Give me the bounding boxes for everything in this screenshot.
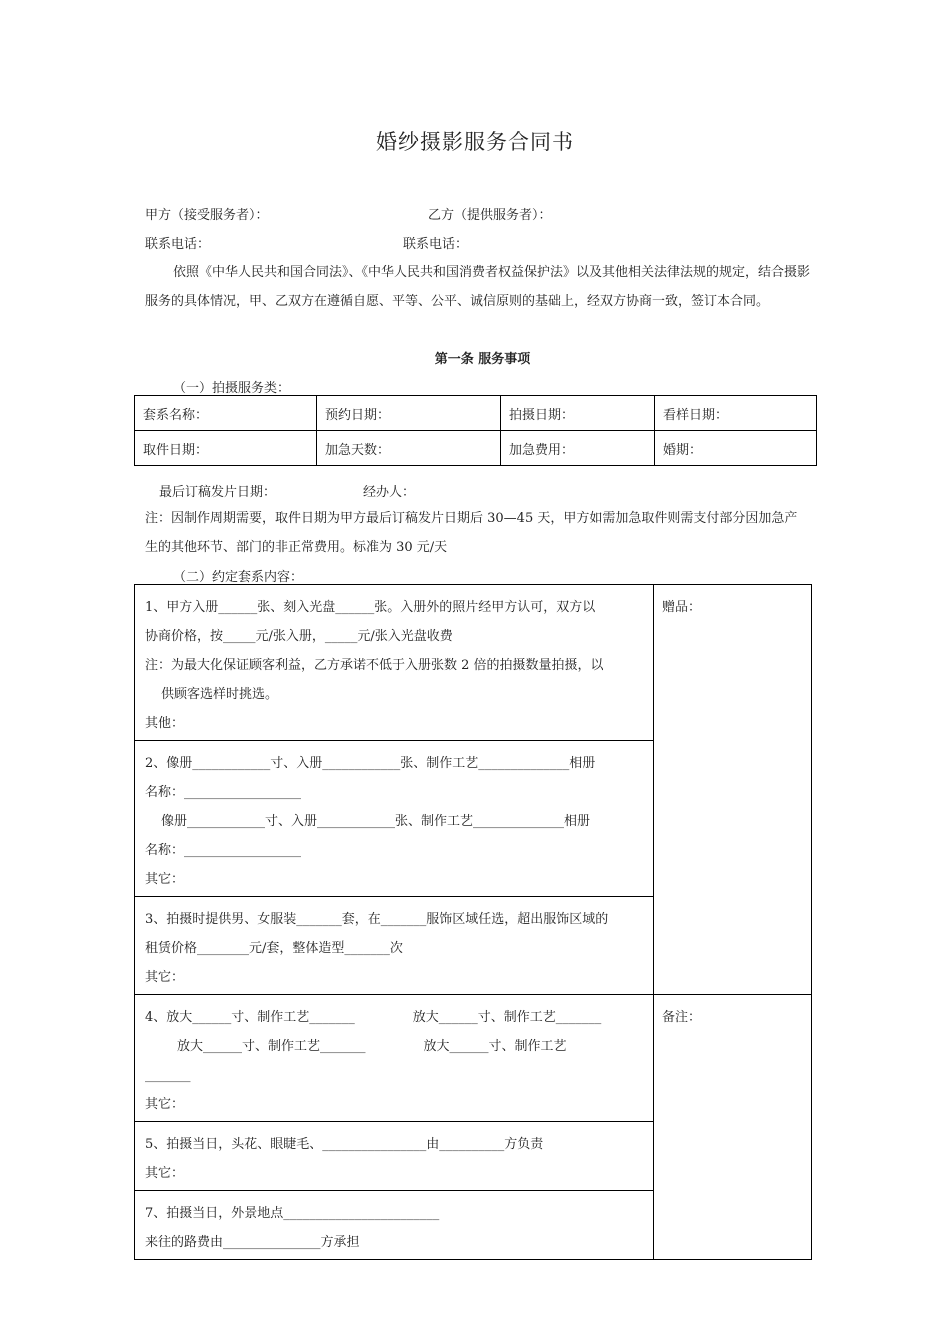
document-title: 婚纱摄影服务合同书 xyxy=(376,130,574,154)
preview-date-cell: 看样日期： xyxy=(655,396,817,431)
gift-label: 赠品： xyxy=(662,600,702,615)
item-2-line: 名称：__________________ xyxy=(145,843,302,858)
rush-fee-cell: 加急费用： xyxy=(501,431,655,466)
item-7-cell xyxy=(135,1191,654,1260)
party-a-phone: 联系电话： xyxy=(145,237,211,252)
section-1-label: （一）拍摄服务类： xyxy=(173,381,291,396)
pickup-date-cell: 取件日期： xyxy=(135,431,317,466)
gift-cell xyxy=(654,585,812,995)
final-date-label: 最后订稿发片日期： xyxy=(159,485,277,500)
item-4-line: _______ xyxy=(145,1068,191,1083)
section-2-label: （二）约定套系内容： xyxy=(173,570,304,585)
article-1-heading: 第一条 服务事项 xyxy=(434,352,531,367)
wedding-date-cell: 婚期： xyxy=(655,431,817,466)
package-name-cell: 套系名称： xyxy=(135,396,317,431)
package-content-table xyxy=(134,584,812,1260)
shooting-date-cell: 拍摄日期： xyxy=(501,396,655,431)
item-1-other: 其他： xyxy=(145,716,185,731)
item-2-other: 其它： xyxy=(145,872,185,887)
item-3-other: 其它： xyxy=(145,970,185,985)
remark-cell xyxy=(654,995,812,1260)
party-b-label: 乙方（提供服务者）： xyxy=(428,208,552,223)
item-1-cell xyxy=(135,585,654,741)
remark-label: 备注： xyxy=(662,1010,702,1025)
item-3-line: 3、拍摄时提供男、女服装_______套，在_______服饰区域任选，超出服饰区域的 xyxy=(145,912,609,927)
item-2-line: 像册____________寸、入册____________张、制作工艺______________相册 xyxy=(161,814,591,829)
item-1-note: 供顾客选样时挑选。 xyxy=(161,687,279,702)
item-2-cell xyxy=(135,741,654,897)
item-3-line: 租赁价格________元/套，整体造型_______次 xyxy=(145,941,403,956)
enlarge-2: 放大______寸、制作工艺_______ xyxy=(412,1010,602,1025)
item-1-note: 注：为最大化保证顾客利益，乙方承诺不低于入册张数 2 倍的拍摄数量拍摄，以 xyxy=(145,658,604,673)
intro-paragraph: 依照《中华人民共和国合同法》、《中华人民共和国消费者权益保护法》以及其他相关法律法规的规定，结合摄影服务的具体情况，甲、乙双方在遵循自愿、平等、公平、诚信原则的基础上，经双方协商一致，签订本合同。 xyxy=(145,265,811,309)
item-3-cell xyxy=(135,897,654,995)
item-4-line xyxy=(145,1003,645,1032)
item-2-line: 2、像册____________寸、入册____________张、制作工艺______________相册 xyxy=(145,756,596,771)
party-b-phone: 联系电话： xyxy=(403,237,469,252)
item-1-line: 协商价格，按_____元/张入册，_____元/张入光盘收费 xyxy=(145,629,453,644)
item-5-line: 5、拍摄当日，头花、眼睫毛、________________由__________方负责 xyxy=(145,1137,544,1152)
item-4-other: 其它： xyxy=(145,1097,185,1112)
item-4-cell xyxy=(135,995,654,1122)
booking-date-cell: 预约日期： xyxy=(317,396,501,431)
table-row xyxy=(135,995,812,1122)
handler-label: 经办人： xyxy=(363,485,416,500)
shooting-service-table xyxy=(134,395,817,466)
enlarge-3: 放大______寸、制作工艺_______ xyxy=(177,1039,366,1054)
item-2-line: 名称：__________________ xyxy=(145,785,302,800)
item-1-line: 1、甲方入册______张、刻入光盘______张。入册外的照片经甲方认可，双方以 xyxy=(145,600,596,615)
item-7-line: 7、拍摄当日，外景地点________________________ xyxy=(145,1206,440,1221)
rush-fee-note: 注：因制作周期需要，取件日期为甲方最后订稿发片日期后 30—45 天，甲方如需加急取件则需支付部分因加急产生的其他环节、部门的非正常费用。标准为 30 元/天 xyxy=(145,511,798,555)
table-row xyxy=(135,585,812,741)
rush-days-cell: 加急天数： xyxy=(317,431,501,466)
enlarge-1: 4、放大______寸、制作工艺_______ xyxy=(145,1010,355,1025)
item-5-other: 其它： xyxy=(145,1166,185,1181)
table-row xyxy=(135,396,817,431)
party-a-label: 甲方（接受服务者）： xyxy=(145,208,269,223)
item-5-cell xyxy=(135,1122,654,1191)
item-4-line xyxy=(145,1032,645,1061)
table-row xyxy=(135,431,817,466)
item-7-line: 来往的路费由_______________方承担 xyxy=(145,1235,360,1250)
enlarge-4: 放大______寸、制作工艺 xyxy=(423,1039,567,1054)
